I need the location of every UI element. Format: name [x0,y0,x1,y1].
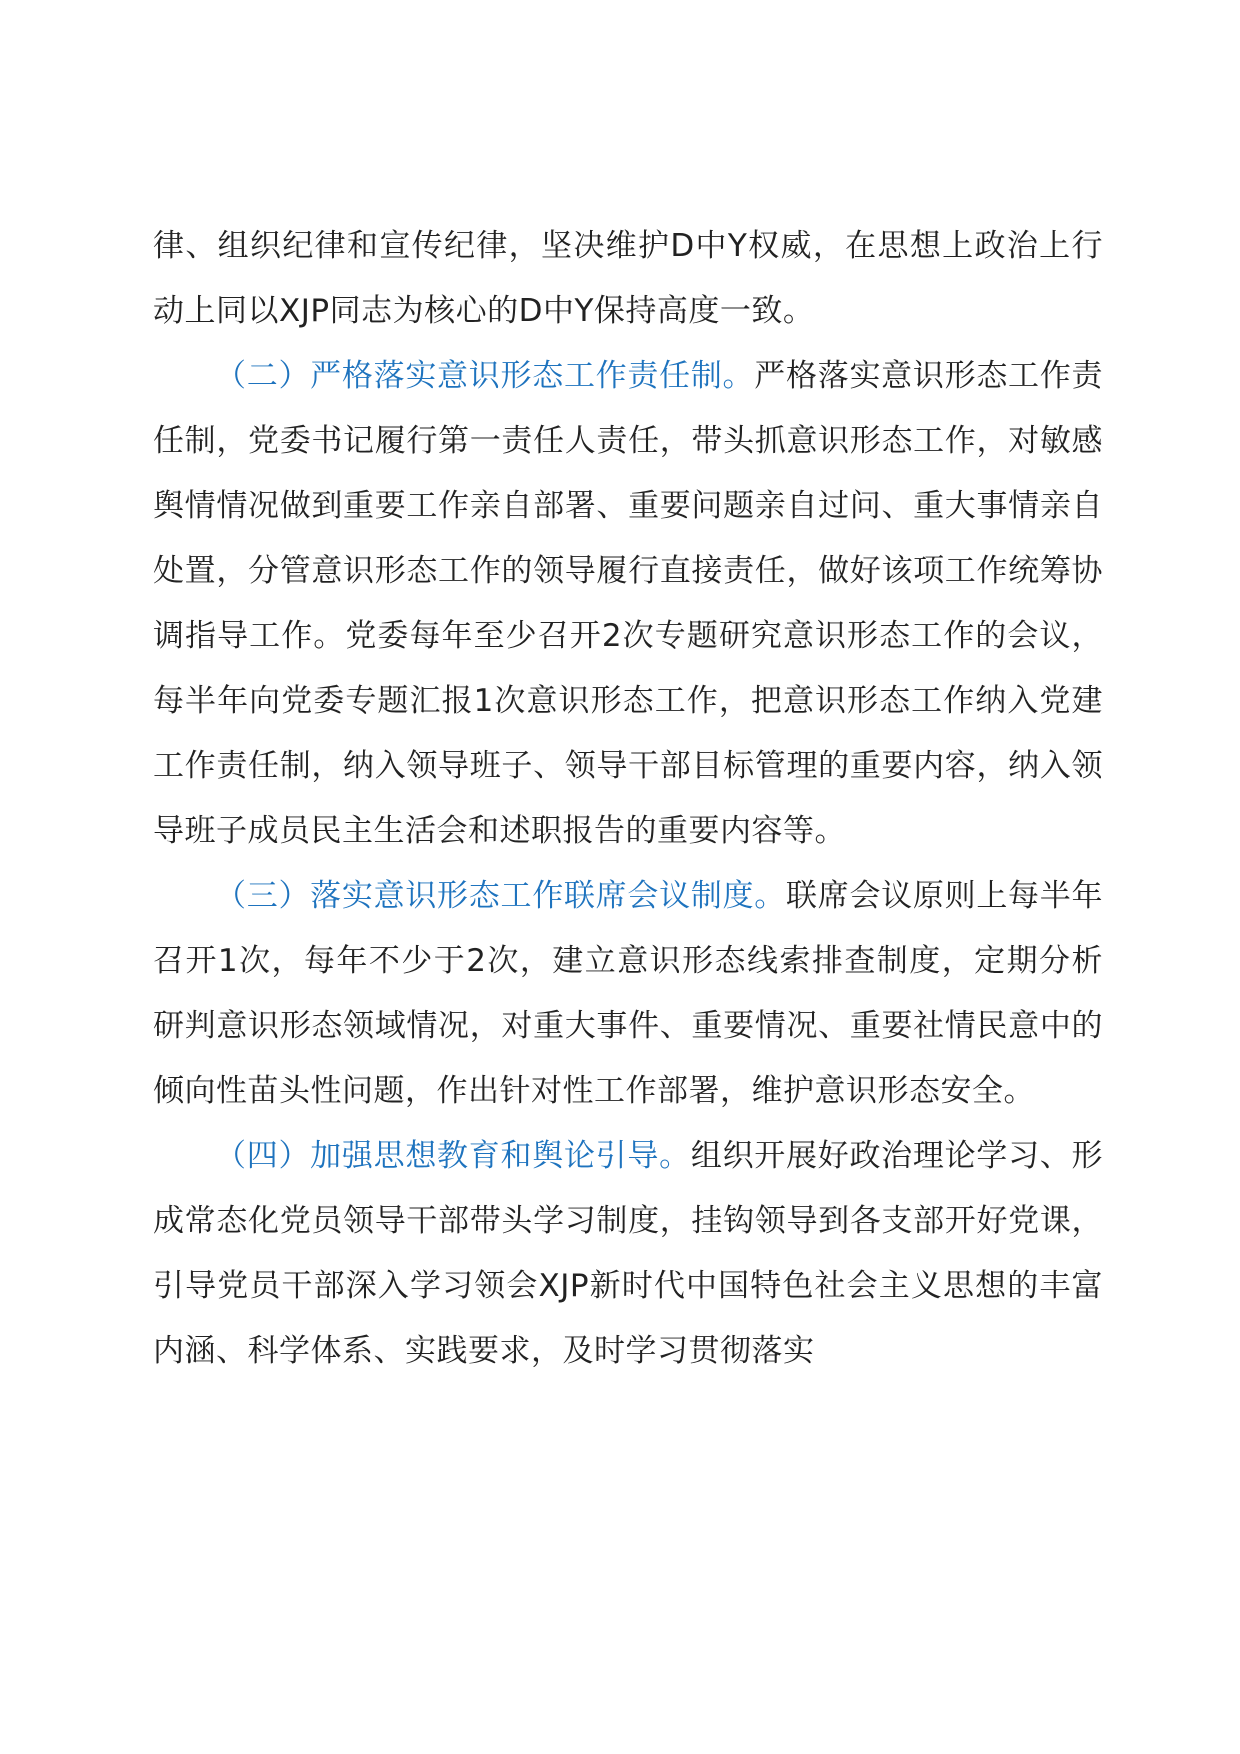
paragraph-body-text: 严格落实意识形态工作责任制，党委书记履行第一责任人责任，带头抓意识形态工作，对敏感舆情情况做到重要工作亲自部署、重要问题亲自过问、重大事情亲自处置，分管意识形态工作的领导履行直接责任，做好该项工作统筹协调指导工作。党委每年至少召开2次专题研究意识形态工作的会议，每半年向党委专题汇报1次意识形态工作，把意识形态工作纳入党建工作责任制，纳入领导班子、领导干部目标管理的重要内容，纳入领导班子成员民主生活会和述职报告的重要内容等。 [153,358,1104,849]
paragraph-continuation [153,214,1103,344]
paragraph-section-3 [153,864,1103,1124]
section-heading: （四）加强思想教育和舆论引导。 [215,1138,691,1174]
paragraph-body-text: 律、组织纪律和宣传纪律，坚决维护D中Y权威，在思想上政治上行动上同以XJP同志为核心的D中Y保持高度一致。 [153,228,1103,329]
paragraph-body-text: 联席会议原则上每半年召开1次，每年不少于2次，建立意识形态线索排查制度，定期分析研判意识形态领域情况，对重大事件、重要情况、重要社情民意中的倾向性苗头性问题，作出针对性工作部署，维护意识形态安全。 [153,878,1103,1109]
paragraph-section-4 [153,1124,1103,1384]
section-heading: （三）落实意识形态工作联席会议制度。 [215,878,786,914]
paragraph-section-2 [153,344,1103,864]
document-body [153,214,1103,1384]
paragraph-body-text: 组织开展好政治理论学习、形成常态化党员领导干部带头学习制度，挂钩领导到各支部开好党课，引导党员干部深入学习领会XJP新时代中国特色社会主义思想的丰富内涵、科学体系、实践要求，及时学习贯彻落实 [153,1138,1104,1369]
section-heading: （二）严格落实意识形态工作责任制。 [215,358,755,394]
